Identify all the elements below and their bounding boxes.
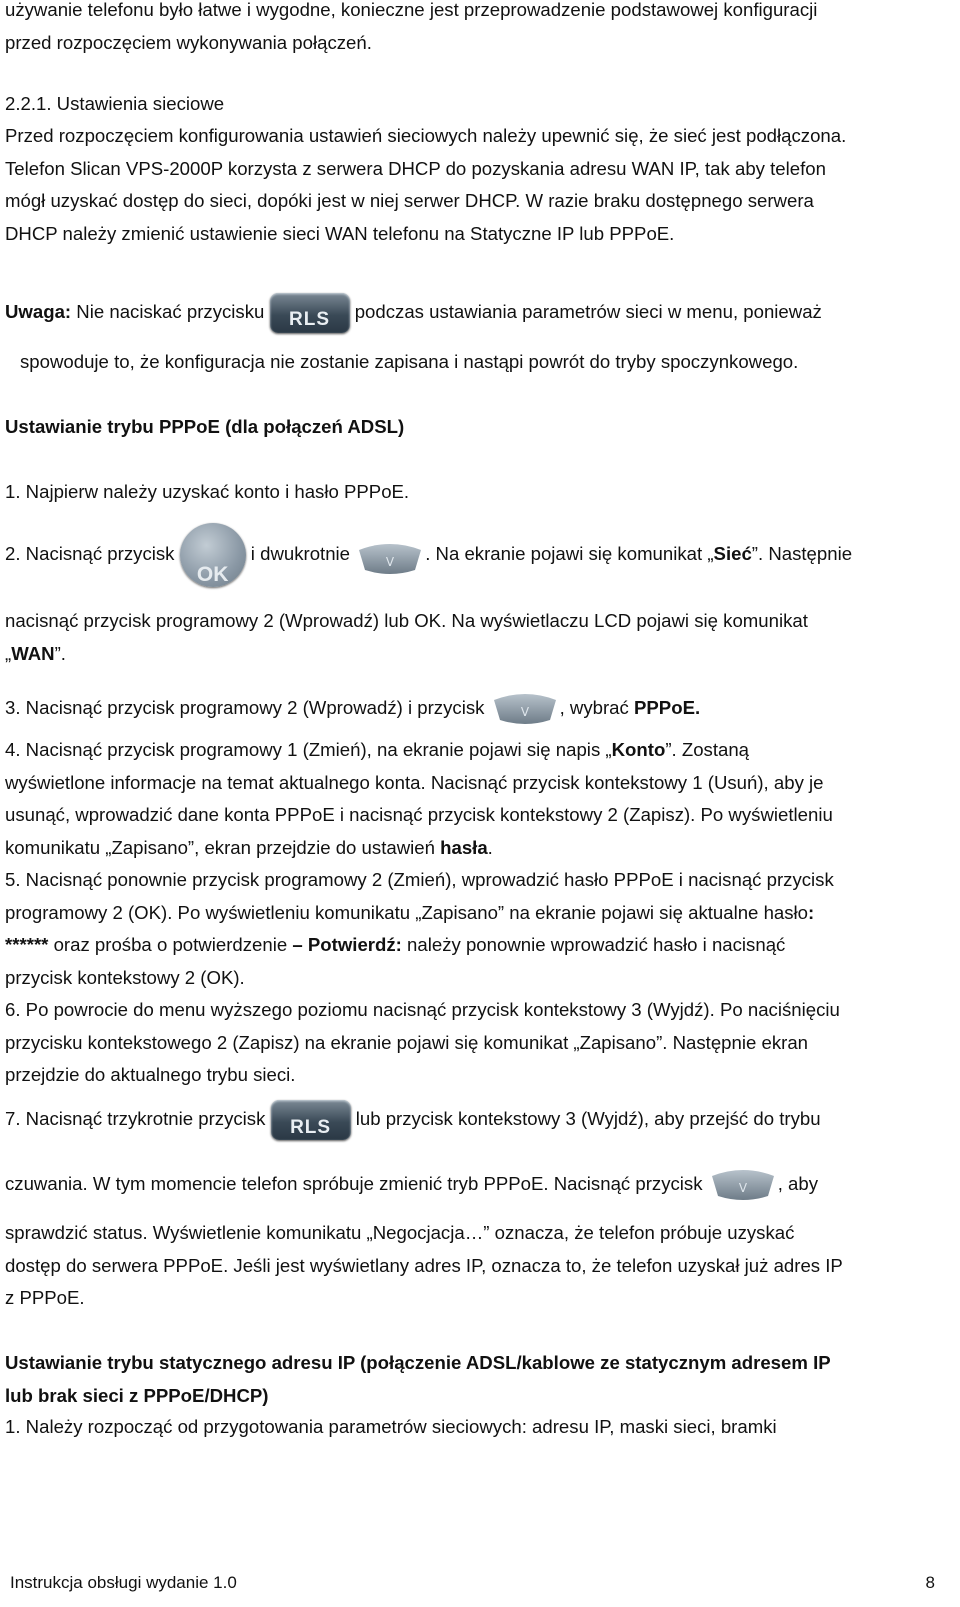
static-ip-heading: Ustawianie trybu statycznego adresu IP (połączenie ADSL/kablowe ze statycznym adresem IP lub brak sieci z PPPoE/DHCP) bbox=[5, 1352, 831, 1406]
page-number: 8 bbox=[925, 1573, 935, 1592]
step-7-rest: sprawdzić status. Wyświetlenie komunikatu „Negocjacja…” oznacza, że telefon próbuje uzyskać dostęp do serwera PPPoE. Jeśli jest wyświetlany adres IP, oznacza to, że telefon uzyskał już adres IP z PPPoE. bbox=[5, 1222, 843, 1308]
ok-button-icon: OK bbox=[180, 523, 246, 587]
step-2-rest: nacisnąć przycisk programowy 2 (Wprowadź) lub OK. Na wyświetlaczu LCD pojawi się komunikat „WAN”. bbox=[5, 610, 808, 664]
rls-button-icon: RLS bbox=[270, 293, 350, 333]
footer-title: Instrukcja obsługi wydanie 1.0 bbox=[10, 1573, 237, 1592]
step-1: 1. Najpierw należy uzyskać konto i hasło PPPoE. bbox=[5, 481, 410, 502]
step-2-line-1: 2. Nacisnąć przycisk OK i dwukrotnie V . Na ekranie pojawi się komunikat „Sieć”. Następnie bbox=[5, 522, 950, 586]
down-arrow-button-icon bbox=[708, 1168, 778, 1202]
svg-text:V: V bbox=[738, 1181, 747, 1196]
step-3: 3. Nacisnąć przycisk programowy 2 (Wprowadź) i przycisk V , wybrać PPPoE. bbox=[5, 690, 950, 726]
step-4: 4. Nacisnąć przycisk programowy 1 (Zmień), na ekranie pojawi się napis „Konto”. Zostaną wyświetlone informacje na temat aktualnego konta. Nacisnąć przycisk kontekstowy 1 (Usuń), aby je usunąć, wprowadzić dane konta PPPoE i nacisnąć przycisk kontekstowy 2 (Zapisz). Po wyświetleniu komunikatu „Zapisano”, ekran przejdzie do ustawień hasła. 5. Nacisnąć ponownie przycisk programowy 2 (Zmień), wprowadzić hasło PPPoE i nacisnąć przycisk programowy 2 (OK). Po wyświetleniu komunikatu „Zapisano” na ekranie pojawi się aktualne hasło: ****** oraz prośba o potwierdzenie – Potwierdź: należy ponownie wprowadzić hasło i nacisnąć przycisk kontekstowy 2 (OK). 6. Po powrocie do menu wyższego poziomu nacisnąć przycisk kontekstowy 3 (Wyjdź). Po naciśnięciu przycisku kontekstowego 2 (Zapisz) na ekranie pojawi się komunikat „Zapisano”. Następnie ekran przejdzie do aktualnego trybu sieci. bbox=[5, 739, 840, 1085]
step-7-line-1: 7. Nacisnąć trzykrotnie przycisk RLS lub przycisk kontekstowy 3 (Wyjdź), aby przejść do trybu bbox=[5, 1098, 950, 1140]
page-footer bbox=[10, 1573, 935, 1593]
intro-paragraph: używanie telefonu było łatwe i wygodne, konieczne jest przeprowadzenie podstawowej konfiguracji przed rozpoczęciem wykonywania połączeń. bbox=[5, 0, 818, 53]
note-line: Uwaga: Nie naciskać przycisku RLS podczas ustawiania parametrów sieci w menu, ponieważ bbox=[5, 292, 950, 333]
down-arrow-button-icon bbox=[490, 692, 560, 726]
section-heading: 2.2.1. Ustawienia sieciowe bbox=[5, 93, 225, 114]
pppoe-heading: Ustawianie trybu PPPoE (dla połączeń ADSL) bbox=[5, 416, 405, 437]
step-7-line-2: czuwania. W tym momencie telefon spróbuje zmienić tryb PPPoE. Nacisnąć przycisk V , aby bbox=[5, 1164, 950, 1204]
network-paragraph: Przed rozpoczęciem konfigurowania ustawień sieciowych należy upewnić się, że sieć jest podłączona. Telefon Slican VPS-2000P korzysta z serwera DHCP do pozyskania adresu WAN IP, tak aby telefon mógł uzyskać dostęp do sieci, dopóki jest w niej serwer DHCP. W razie braku dostępnego serwera DHCP należy zmienić ustawienie sieci WAN telefonu na Statyczne IP lub PPPoE. bbox=[5, 125, 847, 244]
svg-text:V: V bbox=[386, 555, 395, 570]
note-line-2: spowoduje to, że konfiguracja nie zostanie zapisana i nastąpi powrót do tryby spoczynkowego. bbox=[20, 351, 799, 372]
down-arrow-button-icon bbox=[355, 538, 425, 572]
svg-text:V: V bbox=[520, 705, 529, 720]
note-label: Uwaga: bbox=[5, 301, 72, 322]
rls-button-icon: RLS bbox=[271, 1100, 351, 1140]
static-step-1: 1. Należy rozpocząć od przygotowania parametrów sieciowych: adresu IP, maski sieci, bramki bbox=[5, 1416, 777, 1437]
